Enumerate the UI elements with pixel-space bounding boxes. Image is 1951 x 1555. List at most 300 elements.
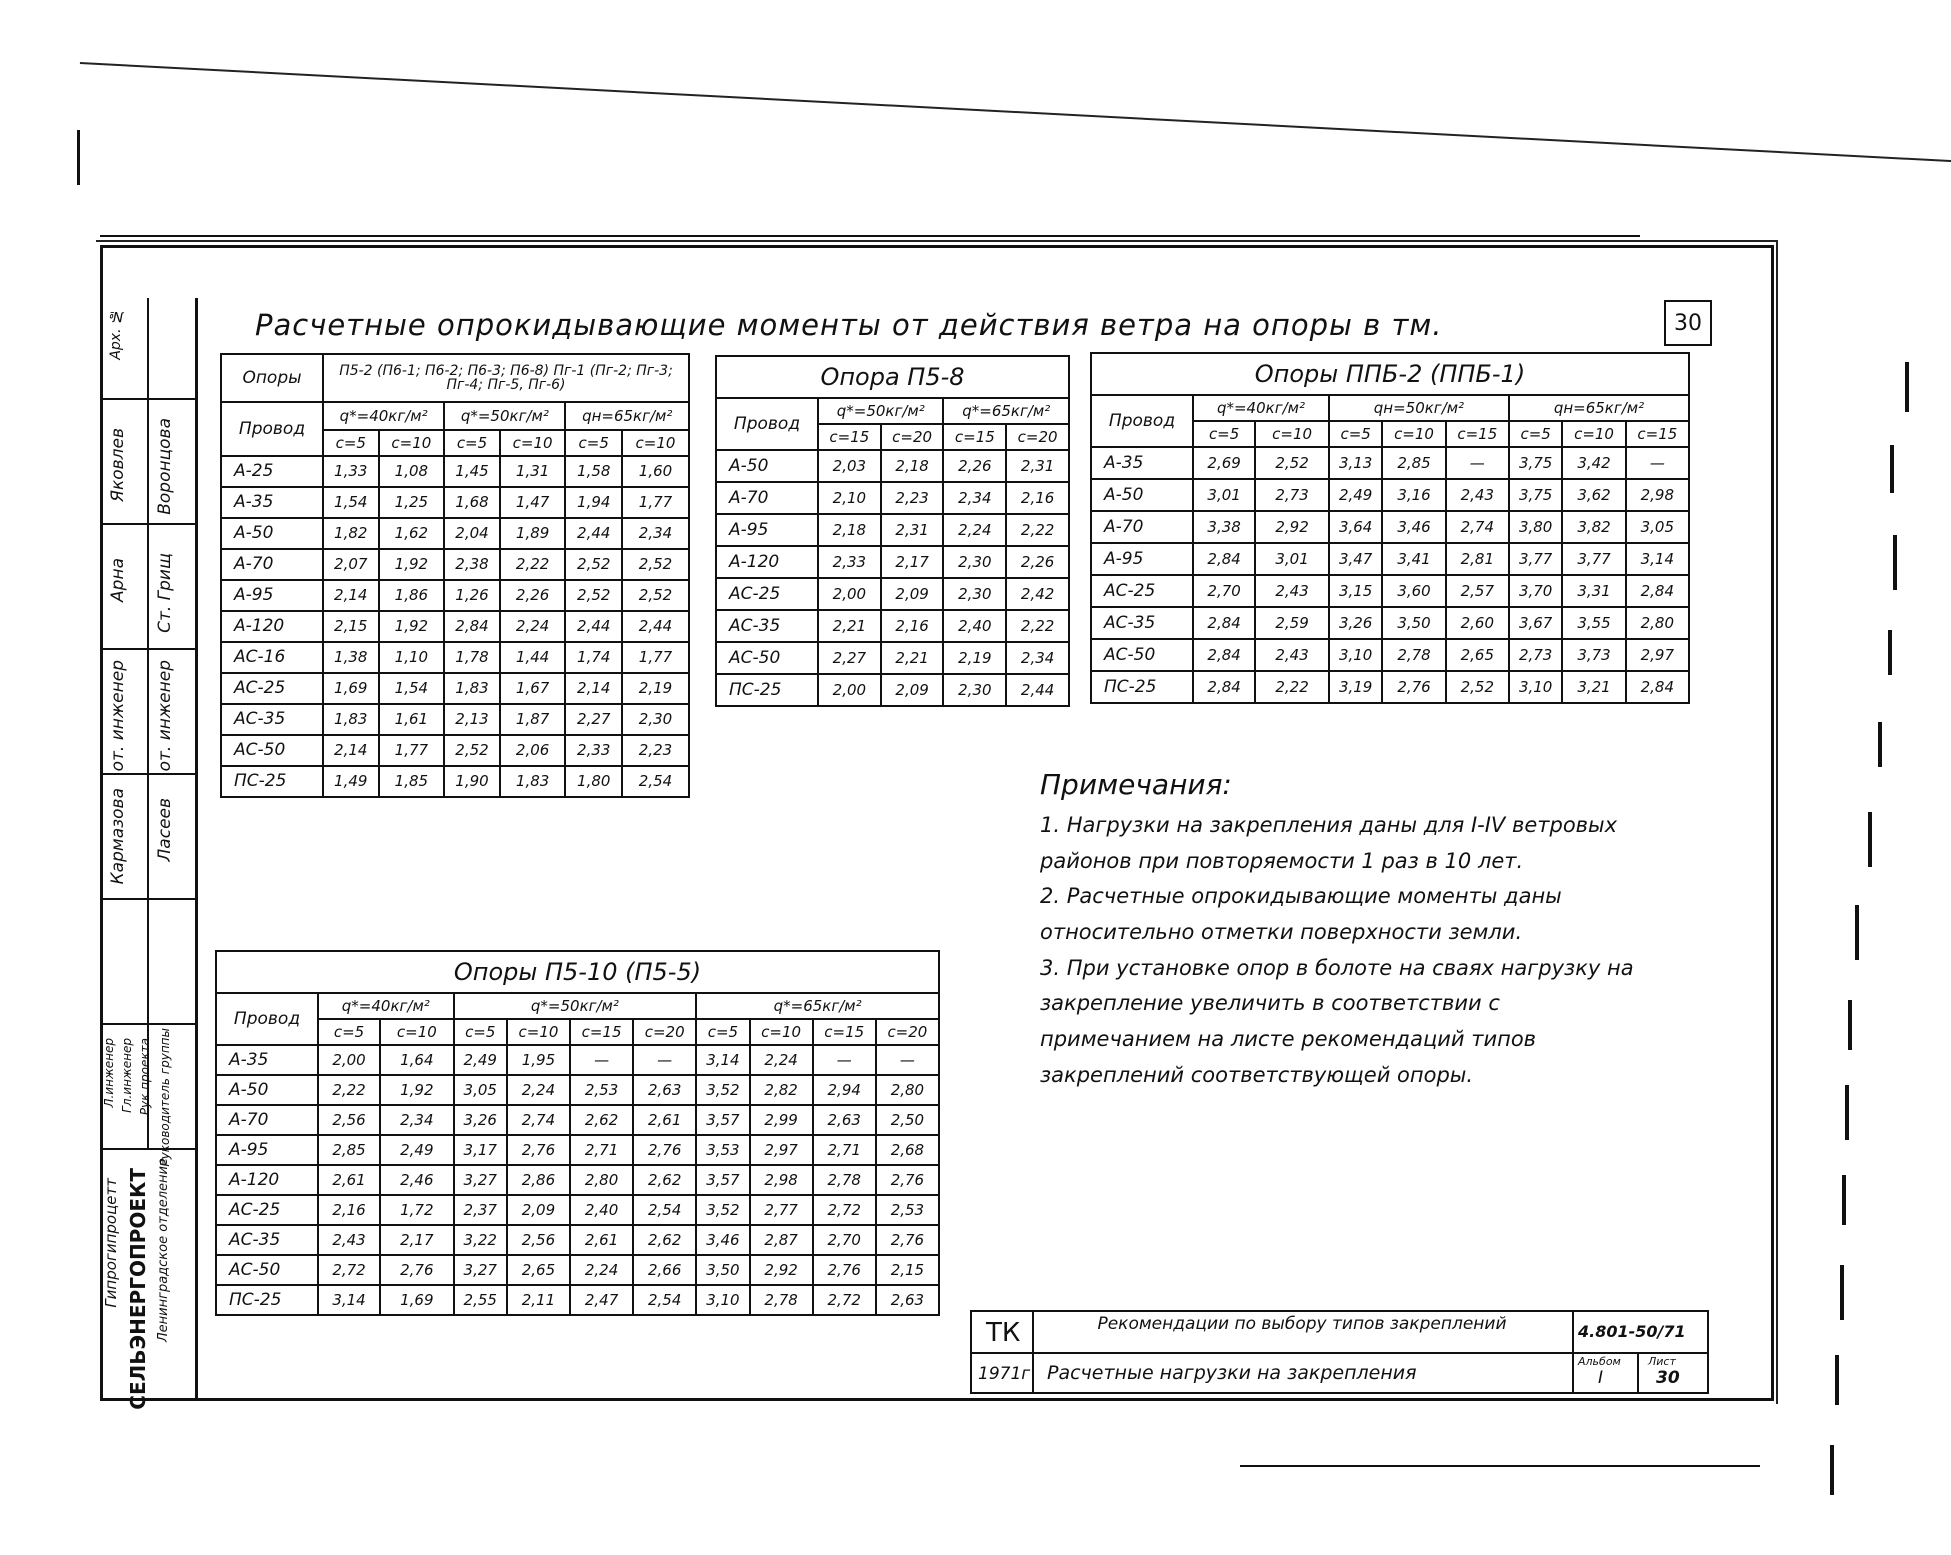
- value-cell: 3,14: [1626, 543, 1689, 575]
- value-cell: 2,56: [318, 1105, 380, 1135]
- title-block-divider: [972, 1352, 1707, 1354]
- value-cell: 1,49: [323, 766, 379, 797]
- side-stamp-name: Арна: [108, 558, 128, 602]
- value-cell: 2,78: [1382, 639, 1445, 671]
- table-row: [221, 549, 689, 580]
- value-cell: 1,44: [500, 642, 566, 673]
- value-cell: 3,41: [1382, 543, 1445, 575]
- side-stamp-role: Руководитель группы: [158, 1028, 172, 1167]
- side-stamp-role: от. инженер: [108, 660, 128, 772]
- c-header: с=15: [818, 424, 881, 450]
- value-cell: 3,01: [1255, 543, 1329, 575]
- load-header: qн=65кг/м²: [565, 402, 689, 430]
- value-cell: 2,24: [750, 1045, 813, 1075]
- value-cell: 2,00: [818, 578, 881, 610]
- value-cell: 3,05: [1626, 511, 1689, 543]
- value-cell: 2,09: [881, 674, 944, 706]
- table-wire-header: Провод: [1091, 395, 1193, 447]
- value-cell: 2,71: [813, 1135, 876, 1165]
- table-row: [1091, 479, 1689, 511]
- title-block-divider: [1572, 1312, 1574, 1392]
- value-cell: 2,26: [943, 450, 1006, 482]
- value-cell: 1,72: [380, 1195, 454, 1225]
- value-cell: 2,52: [565, 549, 622, 580]
- value-cell: 2,87: [750, 1225, 813, 1255]
- value-cell: 2,76: [633, 1135, 696, 1165]
- wire-cell: АС-50: [716, 642, 818, 674]
- value-cell: 2,52: [622, 549, 689, 580]
- value-cell: 2,49: [454, 1045, 507, 1075]
- value-cell: 2,84: [1626, 671, 1689, 703]
- value-cell: 3,73: [1562, 639, 1625, 671]
- value-cell: 3,19: [1329, 671, 1382, 703]
- value-cell: 1,08: [379, 456, 445, 487]
- value-cell: 1,54: [323, 487, 379, 518]
- side-stamp-org-main: СЕЛЬЭНЕРГОПРОЕКТ: [126, 1168, 150, 1410]
- c-header: с=5: [565, 430, 622, 456]
- value-cell: 2,43: [1255, 639, 1329, 671]
- value-cell: 2,52: [1255, 447, 1329, 479]
- value-cell: 2,68: [876, 1135, 939, 1165]
- value-cell: 2,31: [1006, 450, 1069, 482]
- value-cell: —: [1626, 447, 1689, 479]
- value-cell: 2,52: [444, 735, 500, 766]
- title-block-line1: Рекомендации по выбору типов закреплений: [1097, 1314, 1507, 1334]
- table-row: [216, 1075, 939, 1105]
- table-row: [216, 1285, 939, 1315]
- value-cell: 1,54: [379, 673, 445, 704]
- value-cell: 3,15: [1329, 575, 1382, 607]
- value-cell: 2,63: [633, 1075, 696, 1105]
- table-row: [716, 610, 1069, 642]
- value-cell: 2,44: [565, 518, 622, 549]
- table-row: [221, 735, 689, 766]
- table-row: [1091, 511, 1689, 543]
- title-block-year: 1971г: [978, 1364, 1031, 1384]
- value-cell: 2,99: [750, 1105, 813, 1135]
- value-cell: 2,56: [507, 1225, 570, 1255]
- wire-cell: А-35: [1091, 447, 1193, 479]
- value-cell: 2,34: [380, 1105, 454, 1135]
- frame-top-double: [100, 235, 1640, 237]
- side-stamp-name: Воронцова: [155, 418, 175, 515]
- c-header: с=5: [444, 430, 500, 456]
- value-cell: 1,77: [622, 487, 689, 518]
- value-cell: 2,65: [1446, 639, 1509, 671]
- wire-cell: ПС-25: [716, 674, 818, 706]
- value-cell: 3,64: [1329, 511, 1382, 543]
- table-corner: Опоры: [221, 354, 323, 402]
- c-header: с=20: [1006, 424, 1069, 450]
- value-cell: 1,67: [500, 673, 566, 704]
- value-cell: 2,09: [507, 1195, 570, 1225]
- value-cell: 2,84: [1193, 671, 1255, 703]
- value-cell: 3,38: [1193, 511, 1255, 543]
- load-header: q*=50кг/м²: [818, 398, 943, 424]
- value-cell: 2,54: [633, 1195, 696, 1225]
- value-cell: 2,54: [622, 766, 689, 797]
- value-cell: 2,26: [500, 580, 566, 611]
- wire-cell: АС-25: [1091, 575, 1193, 607]
- wire-cell: А-120: [221, 611, 323, 642]
- value-cell: 2,71: [570, 1135, 633, 1165]
- value-cell: 3,52: [696, 1075, 749, 1105]
- wire-cell: ПС-25: [221, 766, 323, 797]
- table-row: [1091, 607, 1689, 639]
- value-cell: 1,47: [500, 487, 566, 518]
- value-cell: 2,52: [622, 580, 689, 611]
- value-cell: 2,22: [1006, 514, 1069, 546]
- value-cell: 2,38: [444, 549, 500, 580]
- value-cell: 2,23: [622, 735, 689, 766]
- value-cell: 2,30: [943, 674, 1006, 706]
- table-p5-8: [715, 355, 1070, 707]
- value-cell: 3,05: [454, 1075, 507, 1105]
- value-cell: 2,19: [622, 673, 689, 704]
- c-header: с=10: [500, 430, 566, 456]
- margin-mark: [1842, 1175, 1846, 1225]
- value-cell: 2,98: [1626, 479, 1689, 511]
- table-title: Опоры ППБ-2 (ППБ-1): [1091, 353, 1689, 395]
- value-cell: 2,24: [570, 1255, 633, 1285]
- value-cell: 3,13: [1329, 447, 1382, 479]
- c-header: с=15: [813, 1019, 876, 1045]
- value-cell: 2,19: [943, 642, 1006, 674]
- wire-cell: АС-35: [1091, 607, 1193, 639]
- load-header: q*=65кг/м²: [696, 993, 939, 1019]
- value-cell: 2,04: [444, 518, 500, 549]
- wire-cell: ПС-25: [1091, 671, 1193, 703]
- value-cell: 2,72: [813, 1195, 876, 1225]
- title-block-sheet-label: Лист: [1648, 1355, 1676, 1368]
- left-tick: [77, 130, 80, 185]
- value-cell: 2,30: [943, 546, 1006, 578]
- margin-mark: [1835, 1355, 1839, 1405]
- value-cell: 3,17: [454, 1135, 507, 1165]
- value-cell: 2,80: [1626, 607, 1689, 639]
- value-cell: 3,27: [454, 1255, 507, 1285]
- load-header: q*=65кг/м²: [943, 398, 1069, 424]
- load-header: qн=50кг/м²: [1329, 395, 1509, 421]
- value-cell: 2,84: [1193, 639, 1255, 671]
- table-row: [216, 1135, 939, 1165]
- side-stamp-name: Ст. Грищ: [155, 553, 175, 633]
- table-row: [221, 642, 689, 673]
- value-cell: 2,34: [943, 482, 1006, 514]
- note-item: 2. Расчетные опрокидывающие моменты даны относительно отметки поверхности земли.: [1040, 884, 1562, 945]
- side-stamp-name: Кармазова: [108, 788, 128, 885]
- value-cell: 3,57: [696, 1105, 749, 1135]
- value-cell: 2,18: [818, 514, 881, 546]
- value-cell: 2,76: [1382, 671, 1445, 703]
- c-header: с=10: [1562, 421, 1625, 447]
- wire-cell: АС-35: [716, 610, 818, 642]
- value-cell: 2,16: [881, 610, 944, 642]
- value-cell: 2,18: [881, 450, 944, 482]
- value-cell: 2,15: [323, 611, 379, 642]
- value-cell: 2,49: [1329, 479, 1382, 511]
- table-row: [716, 450, 1069, 482]
- value-cell: —: [813, 1045, 876, 1075]
- value-cell: 3,75: [1509, 447, 1562, 479]
- value-cell: 3,62: [1562, 479, 1625, 511]
- value-cell: 2,33: [818, 546, 881, 578]
- value-cell: 2,85: [1382, 447, 1445, 479]
- value-cell: 2,78: [813, 1165, 876, 1195]
- value-cell: 1,92: [379, 611, 445, 642]
- table-row: [1091, 671, 1689, 703]
- value-cell: 3,42: [1562, 447, 1625, 479]
- table-row: [221, 673, 689, 704]
- value-cell: 3,55: [1562, 607, 1625, 639]
- value-cell: 1,92: [379, 549, 445, 580]
- value-cell: 2,22: [1006, 610, 1069, 642]
- value-cell: 2,85: [318, 1135, 380, 1165]
- title-block-sheet: 30: [1656, 1368, 1680, 1388]
- wire-cell: АС-16: [221, 642, 323, 673]
- c-header: с=10: [507, 1019, 570, 1045]
- table-row: [221, 487, 689, 518]
- value-cell: 2,15: [876, 1255, 939, 1285]
- side-stamp-archive: Арх. №: [108, 308, 124, 360]
- value-cell: 2,24: [507, 1075, 570, 1105]
- value-cell: 2,57: [1446, 575, 1509, 607]
- value-cell: 3,31: [1562, 575, 1625, 607]
- value-cell: 1,38: [323, 642, 379, 673]
- value-cell: 2,43: [318, 1225, 380, 1255]
- value-cell: 2,24: [500, 611, 566, 642]
- wire-cell: А-50: [221, 518, 323, 549]
- table-wire-header: Провод: [221, 402, 323, 456]
- value-cell: 1,45: [444, 456, 500, 487]
- side-stamp-role: Гл.инженер: [120, 1038, 134, 1113]
- value-cell: 1,85: [379, 766, 445, 797]
- table-title: Опора П5-8: [716, 356, 1069, 398]
- value-cell: 2,34: [1006, 642, 1069, 674]
- value-cell: 2,21: [818, 610, 881, 642]
- wire-cell: АС-25: [221, 673, 323, 704]
- value-cell: 2,23: [881, 482, 944, 514]
- margin-mark: [1855, 905, 1859, 960]
- value-cell: 2,59: [1255, 607, 1329, 639]
- value-cell: 2,13: [444, 704, 500, 735]
- value-cell: 2,53: [876, 1195, 939, 1225]
- c-header: с=10: [622, 430, 689, 456]
- wire-cell: А-120: [216, 1165, 318, 1195]
- wire-cell: А-70: [716, 482, 818, 514]
- wire-cell: А-95: [1091, 543, 1193, 575]
- value-cell: 3,01: [1193, 479, 1255, 511]
- side-stamp-name: Ласеев: [155, 798, 175, 862]
- value-cell: 2,63: [813, 1105, 876, 1135]
- side-stamp-column: [147, 298, 149, 1148]
- value-cell: 1,33: [323, 456, 379, 487]
- wire-cell: АС-25: [716, 578, 818, 610]
- c-header: с=10: [750, 1019, 813, 1045]
- value-cell: 3,26: [1329, 607, 1382, 639]
- c-header: с=5: [696, 1019, 749, 1045]
- title-block-divider: [1032, 1312, 1034, 1392]
- value-cell: 2,22: [318, 1075, 380, 1105]
- table-p5-2: [220, 353, 690, 798]
- side-stamp-role: Л.инженер: [102, 1038, 116, 1108]
- value-cell: 2,98: [750, 1165, 813, 1195]
- value-cell: 1,60: [622, 456, 689, 487]
- value-cell: 2,55: [454, 1285, 507, 1315]
- value-cell: 1,87: [500, 704, 566, 735]
- value-cell: 2,10: [818, 482, 881, 514]
- value-cell: 3,75: [1509, 479, 1562, 511]
- value-cell: 2,54: [633, 1285, 696, 1315]
- value-cell: 2,65: [507, 1255, 570, 1285]
- value-cell: 1,92: [380, 1075, 454, 1105]
- wire-cell: А-95: [216, 1135, 318, 1165]
- notes-body: [1040, 808, 1640, 1094]
- value-cell: 3,80: [1509, 511, 1562, 543]
- value-cell: 3,14: [318, 1285, 380, 1315]
- value-cell: 2,62: [570, 1105, 633, 1135]
- wire-cell: А-95: [221, 580, 323, 611]
- value-cell: 2,53: [570, 1075, 633, 1105]
- value-cell: 2,80: [876, 1075, 939, 1105]
- value-cell: 3,16: [1382, 479, 1445, 511]
- value-cell: 3,82: [1562, 511, 1625, 543]
- value-cell: 2,52: [565, 580, 622, 611]
- margin-mark: [1888, 630, 1892, 675]
- value-cell: 3,53: [696, 1135, 749, 1165]
- wire-cell: АС-35: [221, 704, 323, 735]
- table-row: [216, 1165, 939, 1195]
- load-header: q*=50кг/м²: [444, 402, 565, 430]
- table-row: [221, 518, 689, 549]
- value-cell: 2,84: [1193, 543, 1255, 575]
- c-header: с=15: [1626, 421, 1689, 447]
- table-row: [1091, 575, 1689, 607]
- value-cell: 2,14: [565, 673, 622, 704]
- value-cell: 2,00: [318, 1045, 380, 1075]
- value-cell: 3,47: [1329, 543, 1382, 575]
- value-cell: 3,60: [1382, 575, 1445, 607]
- value-cell: 2,76: [813, 1255, 876, 1285]
- c-header: с=20: [876, 1019, 939, 1045]
- value-cell: 2,70: [813, 1225, 876, 1255]
- c-header: с=5: [1329, 421, 1382, 447]
- table-row: [716, 546, 1069, 578]
- table-row: [716, 674, 1069, 706]
- table-row: [716, 514, 1069, 546]
- margin-mark: [1878, 722, 1882, 767]
- value-cell: 2,43: [1255, 575, 1329, 607]
- load-header: q*=40кг/м²: [323, 402, 444, 430]
- value-cell: 1,77: [379, 735, 445, 766]
- value-cell: 2,37: [454, 1195, 507, 1225]
- value-cell: 2,50: [876, 1105, 939, 1135]
- value-cell: 3,77: [1562, 543, 1625, 575]
- c-header: с=20: [633, 1019, 696, 1045]
- value-cell: 2,26: [1006, 546, 1069, 578]
- title-block-doc-no: 4.801-50/71: [1578, 1322, 1686, 1341]
- value-cell: 2,73: [1509, 639, 1562, 671]
- value-cell: 2,33: [565, 735, 622, 766]
- c-header: с=5: [1193, 421, 1255, 447]
- wire-cell: АС-50: [1091, 639, 1193, 671]
- page-title: Расчетные опрокидывающие моменты от действия ветра на опоры в тм.: [255, 308, 1443, 342]
- value-cell: 1,78: [444, 642, 500, 673]
- c-header: с=5: [454, 1019, 507, 1045]
- value-cell: 2,42: [1006, 578, 1069, 610]
- table-ppb-2: [1090, 352, 1690, 704]
- value-cell: 1,83: [323, 704, 379, 735]
- value-cell: 2,31: [881, 514, 944, 546]
- c-header: с=10: [379, 430, 445, 456]
- note-item: 1. Нагрузки на закрепления даны для I-IV ветровых районов при повторяемости 1 раз в 10 лет.: [1040, 813, 1618, 873]
- margin-mark: [1848, 1000, 1852, 1050]
- title-block-code: ТК: [986, 1318, 1021, 1348]
- wire-cell: А-50: [716, 450, 818, 482]
- c-header: с=10: [380, 1019, 454, 1045]
- value-cell: 2,72: [318, 1255, 380, 1285]
- value-cell: 2,70: [1193, 575, 1255, 607]
- wire-cell: АС-35: [216, 1225, 318, 1255]
- notes-title: Примечания:: [1040, 768, 1232, 801]
- wire-cell: А-70: [216, 1105, 318, 1135]
- value-cell: 1,62: [379, 518, 445, 549]
- value-cell: 1,64: [380, 1045, 454, 1075]
- value-cell: 1,90: [444, 766, 500, 797]
- side-stamp-name: Яковлев: [108, 428, 128, 502]
- table-row: [216, 1255, 939, 1285]
- value-cell: 3,26: [454, 1105, 507, 1135]
- c-header: с=20: [881, 424, 944, 450]
- value-cell: 2,78: [750, 1285, 813, 1315]
- value-cell: 2,61: [633, 1105, 696, 1135]
- value-cell: 2,49: [380, 1135, 454, 1165]
- value-cell: —: [1446, 447, 1509, 479]
- value-cell: 2,44: [1006, 674, 1069, 706]
- value-cell: 2,84: [444, 611, 500, 642]
- value-cell: 1,69: [323, 673, 379, 704]
- value-cell: 2,69: [1193, 447, 1255, 479]
- value-cell: 2,47: [570, 1285, 633, 1315]
- side-stamp-divider: [100, 1148, 195, 1150]
- value-cell: —: [570, 1045, 633, 1075]
- table-row: [221, 456, 689, 487]
- value-cell: 2,43: [1446, 479, 1509, 511]
- value-cell: 2,40: [943, 610, 1006, 642]
- value-cell: 2,66: [633, 1255, 696, 1285]
- value-cell: 2,17: [881, 546, 944, 578]
- side-stamp-org-branch: Ленинградское отделение: [156, 1158, 171, 1343]
- value-cell: 3,10: [696, 1285, 749, 1315]
- value-cell: 2,44: [622, 611, 689, 642]
- value-cell: 3,77: [1509, 543, 1562, 575]
- wire-cell: АС-50: [216, 1255, 318, 1285]
- value-cell: 2,22: [1255, 671, 1329, 703]
- table-row: [216, 1045, 939, 1075]
- value-cell: 2,72: [813, 1285, 876, 1315]
- value-cell: 2,24: [943, 514, 1006, 546]
- title-block-album-label: Альбом: [1578, 1355, 1621, 1368]
- c-header: с=15: [943, 424, 1006, 450]
- wire-cell: А-120: [716, 546, 818, 578]
- value-cell: 2,74: [1446, 511, 1509, 543]
- load-header: q*=50кг/м²: [454, 993, 697, 1019]
- side-stamp-org: Гипрогипроцетт: [102, 1178, 120, 1308]
- wire-cell: А-35: [221, 487, 323, 518]
- table-row: [216, 1195, 939, 1225]
- value-cell: 1,68: [444, 487, 500, 518]
- value-cell: 3,14: [696, 1045, 749, 1075]
